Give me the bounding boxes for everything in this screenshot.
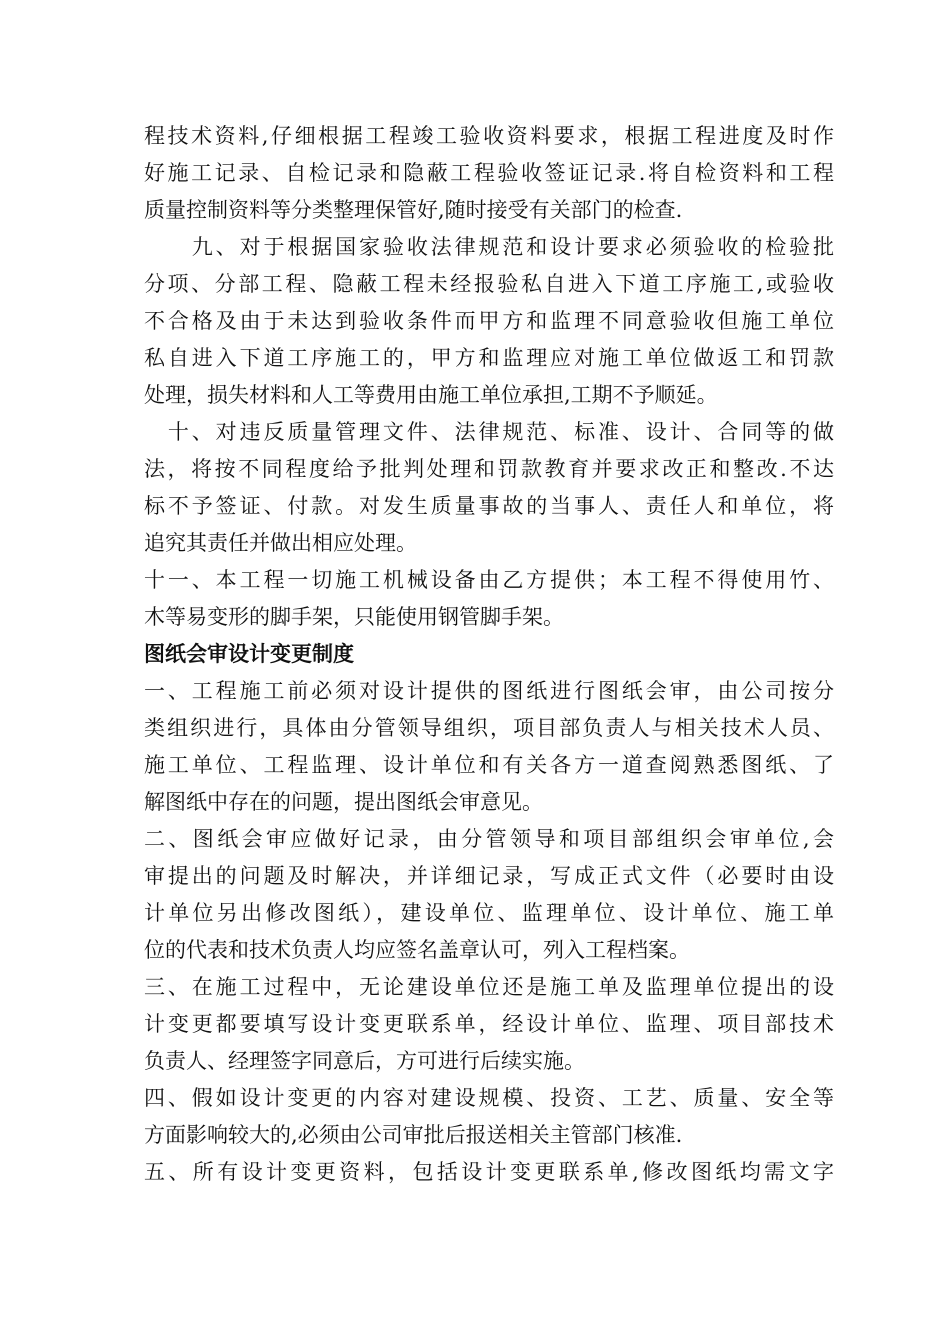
paragraph-line: 质量控制资料等分类整理保管好,随时接受有关部门的检查.	[144, 198, 683, 222]
paragraph-line: 方面影响较大的,必须由公司审批后报送相关主管部门核准.	[144, 1123, 683, 1147]
paragraph-line: 处理，损失材料和人工等费用由施工单位承担,工期不予顺延。	[144, 383, 718, 407]
paragraph-line: 分项、分部工程、隐蔽工程未经报验私自进入下道工序施工,或验收	[144, 272, 834, 296]
document-body	[144, 118, 834, 1191]
paragraph-line: 私自进入下道工序施工的，甲方和监理应对施工单位做返工和罚款	[144, 346, 834, 370]
paragraph-line: 施工单位、工程监理、设计单位和有关各方一道查阅熟悉图纸、了	[144, 753, 834, 777]
paragraph-line: 计单位另出修改图纸），建设单位、监理单位、设计单位、施工单	[144, 901, 834, 925]
paragraph-line: 十、对违反质量管理文件、法律规范、标准、设计、合同等的做	[144, 420, 834, 444]
paragraph-line: 二、图纸会审应做好记录，由分管领导和项目部组织会审单位,会	[144, 827, 834, 851]
section-heading: 图纸会审设计变更制度	[144, 642, 354, 666]
paragraph-line: 负责人、经理签字同意后，方可进行后续实施。	[144, 1049, 585, 1073]
paragraph-line: 九、对于根据国家验收法律规范和设计要求必须验收的检验批	[144, 235, 834, 259]
paragraph-line: 四、假如设计变更的内容对建设规模、投资、工艺、质量、安全等	[144, 1086, 834, 1110]
paragraph-line: 不合格及由于未达到验收条件而甲方和监理不同意验收但施工单位	[144, 309, 834, 333]
paragraph-line: 类组织进行，具体由分管领导组织，项目部负责人与相关技术人员、	[144, 716, 834, 740]
paragraph-line: 一、工程施工前必须对设计提供的图纸进行图纸会审，由公司按分	[144, 679, 834, 703]
paragraph-line: 程技术资料,仔细根据工程竣工验收资料要求，根据工程进度及时作	[144, 124, 834, 148]
paragraph-line: 三、在施工过程中，无论建设单位还是施工单及监理单位提出的设	[144, 975, 834, 999]
paragraph-line: 计变更都要填写设计变更联系单，经设计单位、监理、项目部技术	[144, 1012, 834, 1036]
paragraph-line: 好施工记录、自检记录和隐蔽工程验收签证记录.将自检资料和工程	[144, 161, 834, 185]
paragraph-line: 位的代表和技术负责人均应签名盖章认可，列入工程档案。	[144, 938, 690, 962]
paragraph-line: 十一、本工程一切施工机械设备由乙方提供；本工程不得使用竹、	[144, 568, 834, 592]
paragraph-line: 木等易变形的脚手架，只能使用钢管脚手架。	[144, 605, 564, 629]
paragraph-line: 标不予签证、付款。对发生质量事故的当事人、责任人和单位，将	[144, 494, 834, 518]
paragraph-line: 解图纸中存在的问题，提出图纸会审意见。	[144, 790, 543, 814]
paragraph-line: 审提出的问题及时解决，并详细记录，写成正式文件（必要时由设	[144, 864, 834, 888]
paragraph-line: 追究其责任并做出相应处理。	[144, 531, 417, 555]
paragraph-line: 法，将按不同程度给予批判处理和罚款教育并要求改正和整改.不达	[144, 457, 834, 481]
paragraph-line: 五、所有设计变更资料，包括设计变更联系单,修改图纸均需文字	[144, 1160, 834, 1184]
